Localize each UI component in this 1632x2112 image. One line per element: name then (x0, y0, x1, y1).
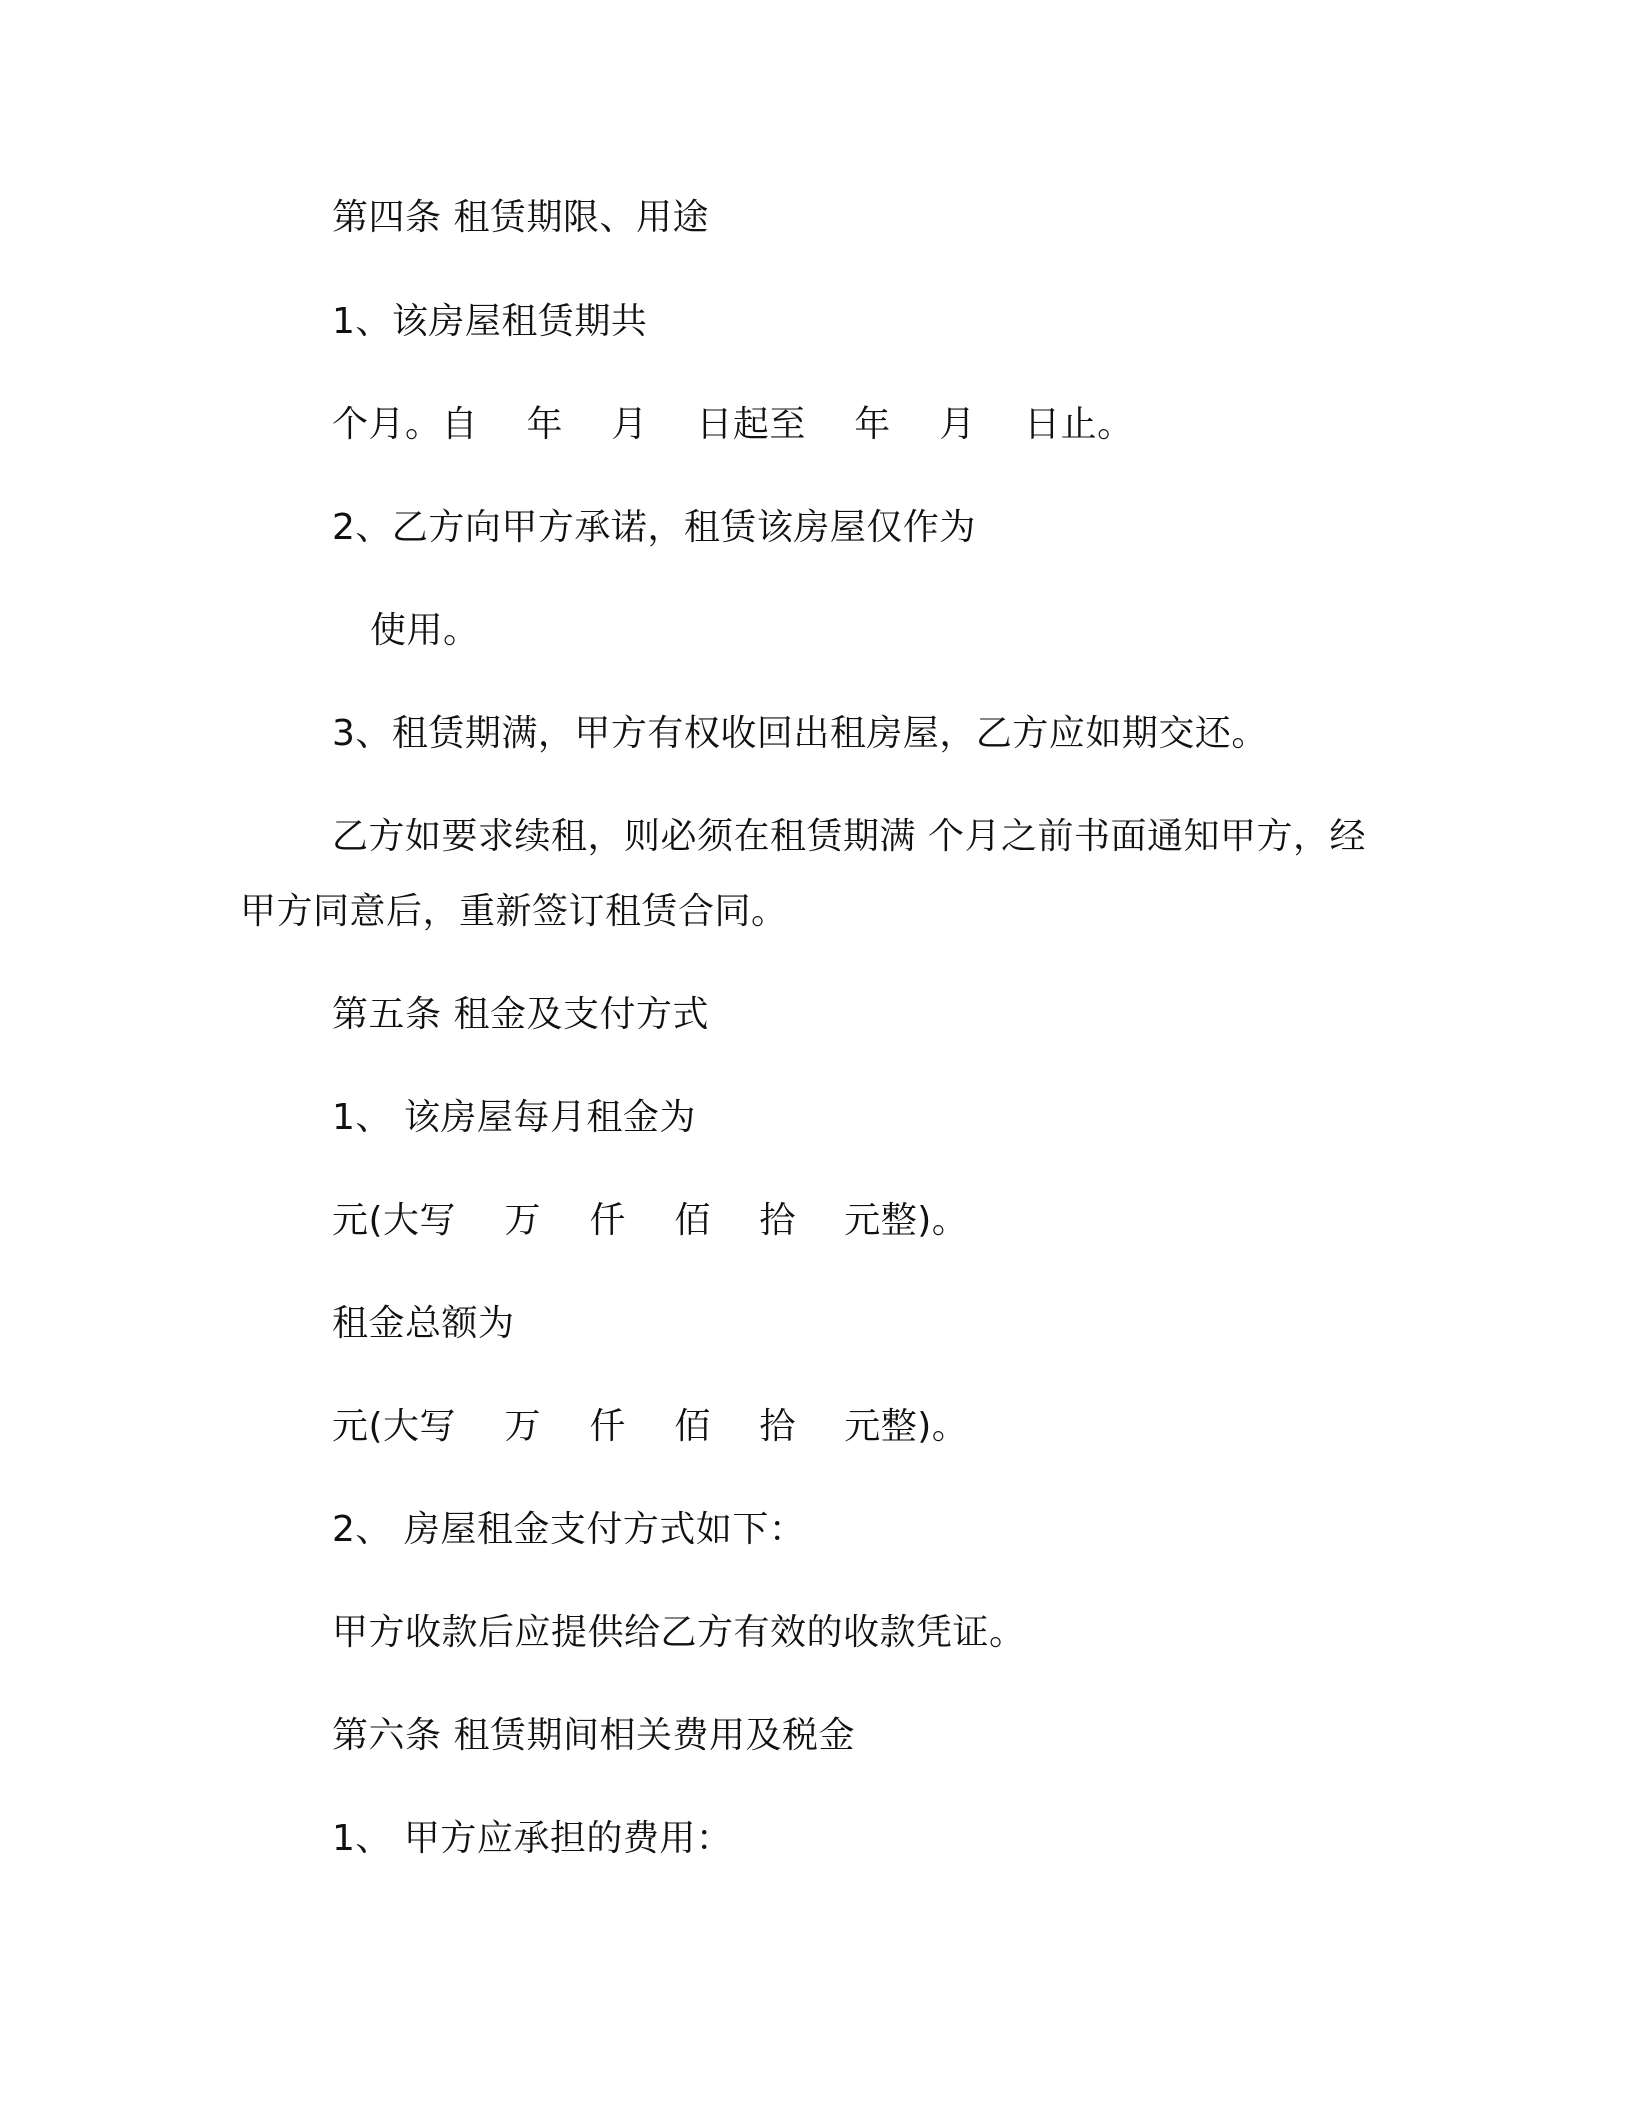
renewal-clause: 乙方如要求续租，则必须在租赁期满 个月之前书面通知甲方，经 (332, 816, 1366, 857)
renewal-clause-continuation: 甲方同意后，重新签订租赁合同。 (240, 891, 788, 932)
article-6-item-1: 1、 甲方应承担的费用： (332, 1818, 733, 1859)
monthly-rent-amount: 元(大写 万 仟 佰 拾 元整)。 (332, 1200, 969, 1241)
article-6-heading: 第六条 租赁期间相关费用及税金 (332, 1715, 855, 1756)
article-4-item-1: 1、该房屋租赁期共 (332, 301, 648, 342)
article-5-item-1: 1、 该房屋每月租金为 (332, 1097, 696, 1138)
article-4-item-3: 3、租赁期满，甲方有权收回出租房屋，乙方应如期交还。 (332, 713, 1268, 754)
lease-period-dates: 个月。自 年 月 日起至 年 月 日止。 (332, 404, 1134, 445)
total-rent-amount: 元(大写 万 仟 佰 拾 元整)。 (332, 1406, 969, 1447)
article-4-item-2: 2、乙方向甲方承诺，租赁该房屋仅作为 (332, 507, 976, 548)
total-rent-label: 租金总额为 (332, 1303, 515, 1344)
article-5-item-2: 2、 房屋租金支付方式如下： (332, 1509, 806, 1550)
article-4-heading: 第四条 租赁期限、用途 (332, 197, 709, 238)
receipt-clause: 甲方收款后应提供给乙方有效的收款凭证。 (332, 1612, 1026, 1653)
article-5-heading: 第五条 租金及支付方式 (332, 994, 709, 1035)
usage-continuation: 使用。 (370, 610, 480, 651)
